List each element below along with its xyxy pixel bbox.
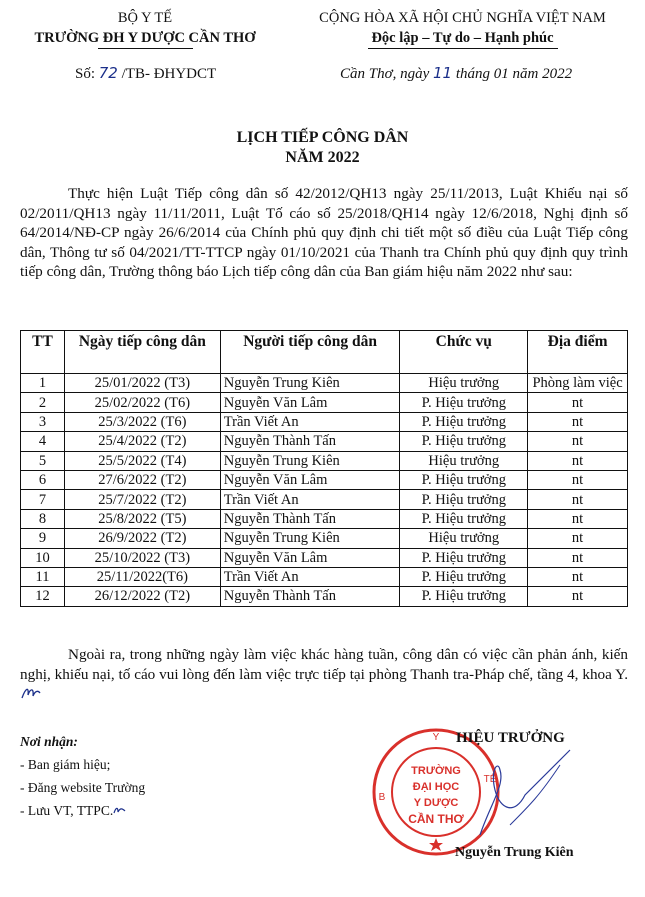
cell-tt: 7 — [21, 490, 65, 509]
date-suffix: tháng 01 năm 2022 — [455, 66, 573, 82]
header-left-underline — [98, 48, 193, 49]
ref-suffix: /TB- ĐHYDCT — [121, 66, 217, 82]
document-title — [0, 128, 645, 168]
cell-person: Nguyễn Thành Tấn — [220, 509, 400, 528]
table-row — [21, 432, 628, 451]
cell-tt: 10 — [21, 548, 65, 567]
intro-text: Thực hiện Luật Tiếp công dân số 42/2012/QH13 ngày 25/11/2013, Luật Khiếu nại số 02/2011/QH13 ngày 11/11/2011, Luật Tố cáo số 25/2018/QH14 ngày 12/6/2018, Nghị định số 64/2014/NĐ-CP ngày 26/6/2014 của Chính phủ quy định chi tiết một số điều của Luật Tiếp công dân, Thông tư số 04/2021/TT-TTCP ngày 01/10/2021 của Thanh tra Chính phủ quy định quy trình tiếp công dân, Trường thông báo Lịch tiếp công dân của Ban giám hiệu năm 2022 như sau: — [20, 185, 628, 281]
cell-place: nt — [528, 490, 628, 509]
recipient-item: - Ban giám hiệu; — [20, 757, 111, 772]
cell-place: nt — [528, 509, 628, 528]
cell-tt: 1 — [21, 374, 65, 393]
cell-tt: 9 — [21, 529, 65, 548]
school-name: TRƯỜNG ĐH Y DƯỢC CẦN THƠ — [34, 30, 256, 46]
table-row — [21, 548, 628, 567]
cell-position: P. Hiệu trưởng — [400, 470, 528, 489]
stamp-ring-top: Y — [432, 732, 440, 743]
cell-date: 26/12/2022 (T2) — [64, 587, 220, 606]
cell-place: nt — [528, 529, 628, 548]
cell-tt: 11 — [21, 567, 65, 586]
cell-person: Nguyễn Trung Kiên — [220, 374, 400, 393]
stamp-star — [429, 838, 443, 851]
table-row — [21, 529, 628, 548]
motto: Độc lập – Tự do – Hạnh phúc — [371, 30, 554, 46]
cell-person: Trần Viết An — [220, 567, 400, 586]
cell-place: nt — [528, 412, 628, 431]
table-row — [21, 567, 628, 586]
title-line-1: LỊCH TIẾP CÔNG DÂN — [236, 129, 409, 146]
date-prefix: Cần Thơ, ngày — [340, 66, 430, 82]
cell-place: nt — [528, 587, 628, 606]
cell-position: P. Hiệu trưởng — [400, 432, 528, 451]
cell-tt: 12 — [21, 587, 65, 606]
cell-tt: 4 — [21, 432, 65, 451]
initials-scribble — [20, 685, 42, 701]
cell-date: 25/8/2022 (T5) — [64, 509, 220, 528]
header-right — [290, 8, 635, 49]
recipient-item-text: - Lưu VT, TTPC. — [20, 803, 114, 818]
note-paragraph — [20, 645, 628, 705]
cell-position: Hiệu trưởng — [400, 529, 528, 548]
intro-paragraph — [20, 184, 628, 282]
signer-name: Nguyễn Trung Kiên — [455, 845, 574, 860]
header-tt: TT — [21, 331, 65, 374]
signature-title: HIỆU TRƯỞNG — [456, 730, 565, 746]
ref-number: 72 — [98, 64, 118, 82]
recipient-item — [20, 799, 145, 822]
cell-tt: 5 — [21, 451, 65, 470]
recipients-title: Nơi nhận: — [20, 734, 78, 749]
table-row — [21, 412, 628, 431]
cell-person: Trần Viết An — [220, 412, 400, 431]
cell-date: 25/3/2022 (T6) — [64, 412, 220, 431]
stamp-ring-left: B — [378, 792, 386, 803]
header-place: Địa điểm — [528, 331, 628, 374]
table-header-row — [21, 331, 628, 374]
cell-person: Nguyễn Thành Tấn — [220, 587, 400, 606]
schedule-table — [20, 330, 628, 607]
header-date: Ngày tiếp công dân — [64, 331, 220, 374]
cell-person: Nguyễn Trung Kiên — [220, 529, 400, 548]
header-position: Chức vụ — [400, 331, 528, 374]
cell-place: nt — [528, 393, 628, 412]
cell-date: 26/9/2022 (T2) — [64, 529, 220, 548]
stamp-line-2: ĐẠI HỌC — [412, 781, 460, 793]
signature-scribble — [470, 745, 580, 845]
cell-place: Phòng làm việc — [528, 374, 628, 393]
cell-position: Hiệu trưởng — [400, 374, 528, 393]
cell-place: nt — [528, 567, 628, 586]
table-body — [21, 374, 628, 607]
nation-name: CỘNG HÒA XÃ HỘI CHỦ NGHĨA VIỆT NAM — [319, 10, 606, 26]
table-row — [21, 587, 628, 606]
table-row — [21, 490, 628, 509]
cell-person: Nguyễn Văn Lâm — [220, 393, 400, 412]
cell-place: nt — [528, 548, 628, 567]
table-row — [21, 374, 628, 393]
cell-date: 25/11/2022(T6) — [64, 567, 220, 586]
recipients-block — [20, 730, 145, 822]
cell-date: 25/4/2022 (T2) — [64, 432, 220, 451]
cell-position: P. Hiệu trưởng — [400, 490, 528, 509]
cell-position: Hiệu trưởng — [400, 451, 528, 470]
cell-person: Nguyễn Thành Tấn — [220, 432, 400, 451]
table-row — [21, 470, 628, 489]
cell-place: nt — [528, 470, 628, 489]
cell-person: Nguyễn Văn Lâm — [220, 548, 400, 567]
reference-number — [75, 64, 216, 83]
header-left — [10, 8, 280, 49]
cell-person: Nguyễn Trung Kiên — [220, 451, 400, 470]
cell-date: 25/02/2022 (T6) — [64, 393, 220, 412]
table-row — [21, 509, 628, 528]
date-day: 11 — [433, 64, 453, 82]
cell-position: P. Hiệu trưởng — [400, 567, 528, 586]
stamp-line-3: Y DƯỢC — [413, 797, 459, 809]
cell-place: nt — [528, 451, 628, 470]
cell-date: 25/01/2022 (T3) — [64, 374, 220, 393]
cell-position: P. Hiệu trưởng — [400, 393, 528, 412]
cell-position: P. Hiệu trưởng — [400, 587, 528, 606]
cell-person: Trần Viết An — [220, 490, 400, 509]
initials-scribble — [113, 805, 127, 815]
stamp-line-1: TRƯỜNG — [411, 765, 461, 777]
table-row — [21, 393, 628, 412]
cell-position: P. Hiệu trưởng — [400, 412, 528, 431]
cell-tt: 8 — [21, 509, 65, 528]
header-person: Người tiếp công dân — [220, 331, 400, 374]
cell-position: P. Hiệu trưởng — [400, 548, 528, 567]
cell-tt: 2 — [21, 393, 65, 412]
ref-prefix: Số: — [75, 66, 96, 82]
cell-date: 25/7/2022 (T2) — [64, 490, 220, 509]
title-line-2: NĂM 2022 — [285, 149, 360, 166]
note-text: Ngoài ra, trong những ngày làm việc khác hàng tuần, công dân có việc cần phản ánh, kiến nghị, khiếu nại, tố cáo vui lòng đến làm việc trực tiếp tại phòng Thanh tra-Pháp chế, tầng 4, khoa Y. — [20, 646, 628, 683]
header-right-underline — [368, 48, 558, 49]
cell-date: 25/5/2022 (T4) — [64, 451, 220, 470]
cell-tt: 6 — [21, 470, 65, 489]
ministry-name: BỘ Y TẾ — [117, 10, 173, 26]
cell-position: P. Hiệu trưởng — [400, 509, 528, 528]
cell-place: nt — [528, 432, 628, 451]
cell-person: Nguyễn Văn Lâm — [220, 470, 400, 489]
stamp-ring-right: TẾ — [483, 774, 497, 785]
cell-date: 25/10/2022 (T3) — [64, 548, 220, 567]
recipient-item: - Đăng website Trường — [20, 780, 146, 795]
stamp-line-4: CẦN THƠ — [408, 812, 464, 826]
cell-tt: 3 — [21, 412, 65, 431]
cell-date: 27/6/2022 (T2) — [64, 470, 220, 489]
issue-date — [340, 64, 572, 83]
table-row — [21, 451, 628, 470]
